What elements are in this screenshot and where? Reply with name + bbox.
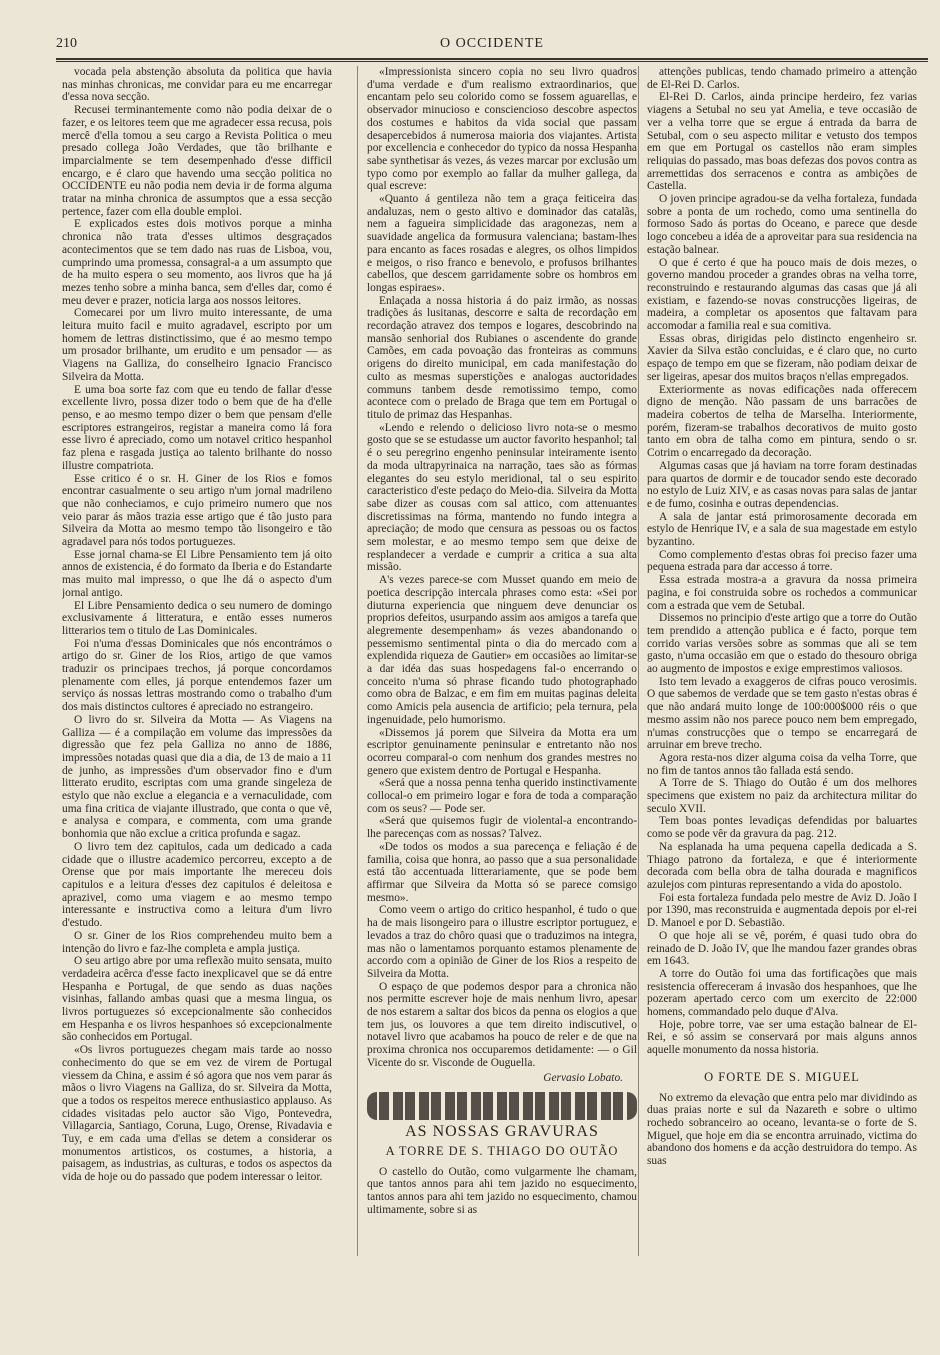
paragraph: «Será que quisemos fugir de violental-a encontrando-lhe parecenças com as nossas? Talvez.: [367, 815, 637, 841]
paragraph: «Será que a nossa penna tenha querido instinctivamente collocal-o em primeiro logar e fora de toda a comparação com os seus? — Pode ser.: [367, 777, 637, 815]
paragraph: vocada pela abstenção absoluta da politica que havia nas minhas chronicas, me convidar para eu me encarregar d'essa nova secção.: [62, 66, 332, 104]
paragraph: A torre do Outão foi uma das fortificações que mais resistencia offereceram á invasão dos hespanhoes, que lhe pozeram apertado cerco com um exercito de 22:000 homens, commandado pelo duque d'Alva.: [647, 967, 917, 1019]
paragraph: Foi esta fortaleza fundada pelo mestre de Aviz D. João I por 1390, mas reconstruida e augmentada depois por el-rei D. Manoel e por D. Sebastião.: [647, 891, 917, 930]
paragraph: «De todos os modos a sua parecença e feliação é de familia, coisa que honra, ao passo que a sua personalidade está tão accentuada litterariamente, que se pode bem affirmar que Silveira da Motta só se parece comsigo mesmo».: [367, 840, 637, 904]
running-title: O OCCIDENTE: [440, 36, 544, 51]
paragraph: O espaço de que podemos despor para a chronica não nos permitte escrever hoje de mais nenhum livro, apesar de nos estarem a saltar dos bicos da penna os elogios a que tem jus, os louvores a que tem direito indiscutivel, o notavel livro que acabamos ha pouco de reler e de que na proxima chronica nos occuparemos detidamente: — o Gil Vicente do sr. Visconde de Ouguella.: [367, 980, 637, 1069]
paragraph: Como complemento d'estas obras foi preciso fazer uma pequena estrada para dar accesso á torre.: [647, 548, 917, 574]
paragraph: Agora resta-nos dizer alguma coisa da velha Torre, que no fim de tantos annos tão fallada está sendo.: [647, 751, 917, 777]
article-title: A TORRE DE S. THIAGO DO OUTÃO: [385, 1143, 619, 1158]
paragraph: Dissemos no principio d'este artigo que a torre do Outão tem prendido a attenção publica e é facto, porque tem corrido varias versões sobre as sommas que ali se tem gasto, n'uma occasião em que o estado do thesouro obriga ao augmento de impostos e exige emprestimos valiosos.: [647, 612, 917, 676]
paragraph: Como veem o artigo do critico hespanhol, é tudo o que ha de mais lisongeiro para o illustre escriptor portuguez, e levados a traz do chôro quasi que o traduzimos na integra, mas não o lamentamos porquanto estamos plenamente de accordo com a opinião de Giner de los Rios a respeito de Silveira da Motta.: [367, 904, 637, 980]
paragraph: O castello do Outão, como vulgarmente lhe chamam, que tantos annos para ahi tem jazido no esquecimento, tantos annos para ahi tem jazido no esquecimento, chamou ultimamente, sobre si as: [367, 1165, 637, 1216]
paragraph: «Dissemos já porem que Silveira da Motta era um escriptor genuinamente peninsular e entretanto não nos ocorreu comparal-o com nenhum dos grandes mestres no genero que existem dentro de Portugal e Hespanha.: [367, 726, 637, 777]
paragraph: A sala de jantar está primorosamente decorada em estylo de Henrique IV, e a sala de sua magestade em estylo byzantino.: [647, 510, 917, 549]
paragraph: Recusei terminantemente como não podia deixar de o fazer, e os leitores teem que me agradecer essa recusa, pois mercê d'ella tomou a seu cargo a Revista Politica o meu presado collega João Verdades, que tão brilhante e imparcialmente se tem desempenhado d'esse difficil encargo, e é claro que havendo uma secção politica no OCCIDENTE eu não podia nem devia ir de forma alguma tratar na minha chronica de assumptos que a essa secção pertence, fazer com ella double emploi.: [62, 104, 332, 218]
paragraph: «Quanto á gentileza não tem a graça feiticeira das andaluzas, nem o gesto altivo e dominador das catalãs, nem a fagueira simplicidade das aragonezas, nem a suavidade angelica da formusura valenciana; bastam-lhes para encanto as faces rosadas e alegres, os olhos limpidos e meigos, o riso franco e benevolo, e profusos brilhantes cabellos, que descem garridamente sobre os hombros em longas espiraes».: [367, 193, 637, 294]
page-number: 210: [56, 36, 77, 51]
decorative-ornament: [367, 1092, 637, 1120]
paragraph: O que hoje ali se vê, porém, é quasi tudo obra do reinado de D. João IV, que lhe mandou fazer grandes obras em 1643.: [647, 929, 917, 968]
paragraph: El Libre Pensamiento dedica o seu numero de domingo exclusivamente á litteratura, e então esses numeros litterarios tem o titulo de Las Dominicales.: [62, 599, 332, 637]
paragraph: E explicados estes dois motivos porque a minha chronica não trata d'esses ultimos desgraçados acontecimentos que se tem dado nas ruas de Lisboa, vou, cumprindo uma promessa, consagral-a a um assumpto que de ha muito espera o seu momento, aos livros que ha já mezes tenho sobre a minha banca, sem d'elles dar, como é meu dever e prazer, noticia larga aos nossos leitores.: [62, 218, 332, 307]
paragraph: Esse critico é o sr. H. Giner de los Rios e fomos encontrar casualmente o seu artigo n'um jornal madrileno que não conheciamos, e cujo primeiro numero que nos veio parar ás mãos trazia esse artigo que é tão justo para Silveira da Motta ao mesmo tempo tão lisongeiro e tão agradavel para nós todos portuguezes.: [62, 472, 332, 549]
paragraph: O livro do sr. Silveira da Motta — As Viagens na Galliza — é a compilação em volume das impressões da digressão que fez pela Galliza no anno de 1886, impressões notadas quasi que dia a dia, de 13 de maio a 11 de junho, as impressões d'um observador fino e d'um litterato erudito, escriptas com uma grande singeleza de estylo que não exclue a elegancia e a vernaculidade, com uma fina critica de viajante illustrado, que conta o que vê, e analysa e compara, e commenta, com uma grande bonhomia que não exclue a critica profunda e sagaz.: [62, 713, 332, 841]
paragraph: Na esplanada ha uma pequena capella dedicada a S. Thiago patrono da fortaleza, e que é interiormente decorada com bella obra de talha dourada e magnificos azulejos com pinturas representando a vida do apostolo.: [647, 840, 917, 891]
paragraph: «Impressionista sincero copia no seu livro quadros d'uma verdade e d'um realismo extraordinarios, que encantam pelo seu colorido como se fossem aguarellas, e observador minucioso e consciencioso descobre aspectos dos costumes e habitos da vida social que passam desapercebidos á numerosa maioria dos viajantes. Artista por excellencia e conhecedor do typico da nossa Hespanha sabe synthetisar ás vezes, ás vezes marcar por exclusão um typo como por exemplo ao fallar da mulher gallega, da qual escreve:: [367, 66, 637, 193]
paragraph: O livro tem dez capitulos, cada um dedicado a cada cidade que o illustre academico percorreu, excepto a de Orense que por mais importante lhe mereceu dois capitulos e a leitura d'esses dez capitulos é deleitosa e aprazivel, como uma viagem e ao mesmo tempo interessante e instructiva como a leitura d'um livro d'estudo.: [62, 840, 332, 930]
paragraph: A's vezes parece-se com Musset quando em meio de poetica descripção intercala phrases como esta: «Sei por diuturna experiencia que ninguem deve denunciar os proprios defeitos, usurpando assim aos amigos a tarefa que alegremente desempenham» ás vezes abandonando o pessemismo sentimental pinta o dia do mercado com a explendida riqueza de Gautier» em occasiões ao limitar-se a dar idéa das suas hospedagens fal-o encerrando o conceito n'uma só phrase ficando tudo photographado como obra de Balzac, e em fim em muitas paginas deleita como Amicis pela ausencia de artificio; pela ternura, pela ingenuidade, pelo humorismo.: [367, 574, 637, 726]
paragraph: E uma boa sorte faz com que eu tendo de fallar d'esse excellente livro, possa dizer todo o bem que de ha d'elle penso, e ao mesmo tempo dizer o bem que pensam d'elle escriptores estrangeiros, registar a maneira como lá fora esse livro é apreciado, como um notavel critico hespanhol faz plena e rasgada justiça ao talento brilhante do nosso illustre compatriota.: [62, 383, 332, 472]
paragraph: O joven principe agradou-se da velha fortaleza, fundada sobre a ponta de um rochedo, como uma sentinella do formoso Sado ás portas do Oceano, e parece que desde logo concebeu a idéa de a aproveitar para sua residencia na estação balnear.: [647, 193, 917, 256]
column-separator: [638, 66, 639, 1256]
header-rule: [56, 58, 928, 60]
paragraph: Exteriormente as novas edificações nada offerecem digno de menção. Não passam de uns barracões de madeira cobertos de telha de Marselha. Interiormente, porém, fizeram-se trabalhos decorativos de muito gosto tanto em obra de talha como em pintura, sendo o sr. Cotrim o encarregado da decoração.: [647, 383, 917, 460]
paragraph: Comecarei por um livro muito interessante, de uma leitura muito facil e muito agradavel, escripto por um homem de lettras distinctissimo, que é ao mesmo tempo um prosador brilhante, um erudito e um pensador — as Viagens na Galliza, do conselheiro Ignacio Francisco Silveira da Motta.: [62, 307, 332, 383]
paragraph: Essa estrada mostra-a a gravura da nossa primeira pagina, e foi construida sobre os rochedos a communicar com a estrada que vem de Setubal.: [647, 574, 917, 612]
column-right: [647, 66, 917, 1306]
page-header: [56, 36, 928, 56]
column-left: [62, 66, 332, 1306]
paragraph: O que é certo é que ha pouco mais de dois mezes, o governo mandou proceder a grandes obras na velha torre, reconstruindo e restaurando algumas das casas que já ali existiam, e fazendo-se novas construcções ligeiras, de madeira, a completar os aposentos que faltavam para accomodar a familia real e sua comitiva.: [647, 256, 917, 333]
paragraph: «Os livros portuguezes chegam mais tarde ao nosso conhecimento do que se em vez de virem de Portugal viessem da China, e assim é só agora que nos vem parar ás mãos o livro Viagens na Galliza, do sr. Silveira da Motta, que a todos os respeitos merece enthusiastico applauso. As cidades visitadas pelo auctor são Vigo, Pontevedra, Villagarcia, Santiago, Coruna, Lugo, Orense, Rivadavia e Tuy, e em cada uma d'ellas se detem a considerar os monumentos artisticos, os costumes, a historia, a paisagem, as industrias, as culturas, e todos os aspectos da vida de hoje ou do passado que podem interessar o leitor.: [62, 1044, 332, 1184]
paragraph: A Torre de S. Thiago do Outão é um dos melhores specimens que existem no paiz da architectura militar do seculo XVII.: [647, 777, 917, 815]
paragraph: Tem boas pontes levadiças defendidas por baluartes como se pode vêr da gravura da pag. 212.: [647, 815, 917, 841]
paragraph: No extremo da elevação que entra pelo mar dividindo as duas praias norte e sul da Nazareth e sobre o ultimo rochedo sobranceiro ao oceano, levanta-se o forte de S. Miguel, que hoje em dia se encontra arruinado, victima do abandono dos homens e da acção destruidora do tempo. As suas: [647, 1091, 917, 1168]
paragraph: O seu artigo abre por uma reflexão muito sensata, muito verdadeira acêrca d'esse facto inexplicavel que se dá entre Hespanha e Portugal, de que sendo as duas nações visinhas, fallando ambas quasi que a mesma lingua, os livros portuguezes só excepcionalmente são conhecidos em Hespanha e os livros hespanhoes só excepcionalmente são conhecidos em Portugal.: [62, 955, 332, 1044]
paragraph: Foi n'uma d'essas Dominicales que nós encontrámos o artigo do sr. Giner de los Rios, artigo de que vamos traduzir os principaes trechos, já porque concordamos plenamente com elles, já porque entendemos fazer um serviço ás nossas lettras mostrando como o trabalho d'um dos mais distinctos cultores é apreciado no estrangeiro.: [62, 637, 332, 714]
paragraph: Hoje, pobre torre, vae ser uma estação balnear de El-Rei, e só assim se conservará por mais alguns annos aquelle monumento da nossa historia.: [647, 1018, 917, 1057]
paragraph: attenções publicas, tendo chamado primeiro a attenção de El-Rei D. Carlos.: [647, 66, 917, 91]
column-middle: [367, 66, 637, 1306]
section-title: AS NOSSAS GRAVURAS: [405, 1123, 599, 1141]
header-rule-thin: [56, 61, 928, 62]
paragraph: «Lendo e relendo o delicioso livro nota-se o mesmo gosto que se se estudasse um auctor favorito hespanhol; tal é o seu peregrino engenho peninsular inteiramente isento da moda ultrapyrinaica na narração, taes são as fórmas elegantes do seu estylo meridional, tal o seu espirito caracteristico d'este pedaço do Meio-dia. Silveira da Motta sabe dizer as cousas com sal attico, com attenuantes discretissimas na fórma, mantendo no fundo integra a apreciação; de modo que censura as pessoas ou os factos sem molestar, e ao mesmo tempo sem que deixe de resplandecer a verdade e cumprir a critica a sua alta missão.: [367, 421, 637, 574]
author-signature: Gervasio Lobato.: [543, 1071, 623, 1084]
paragraph: Essas obras, dirigidas pelo distincto engenheiro sr. Xavier da Silva estão concluidas, e é claro que, no curto espaço de tempo em que se fizeram, não podiam deixar de ser ligeiras, apesar dos muitos braços n'ellas empregados.: [647, 332, 917, 383]
column-separator: [357, 66, 358, 1256]
paragraph: El-Rei D. Carlos, ainda principe herdeiro, fez varias viagens a Setubal no seu yat Amelia, e teve occasião de ver a velha torre que se ergue á entrada da barra de Setubal, com o seu aspecto militar e vetusto dos tempos em que em Portugal os castellos não eram simples reliquias do passado, mas boas defezas dos povos contra as arremettidas dos serracenos e contra as ambições de Castella.: [647, 91, 917, 193]
paragraph: Enlaçada a nossa historia á do paiz irmão, as nossas tradições ás lusitanas, descorre e salta de recordação em recordação atravez dos tempos e logares, descobrindo na mansão senhorial dos Rubianes o ascendente do grande Camões, em cada povoação das fronteiras as communs origens do direito municipal, em cada manifestação do culto as mesmas superstições e analogas auctoridades communs tanbem desde remotissimo tempo, como acontece com o prelado de Braga que tem em Portugal o titulo de primaz das Hespanhas.: [367, 294, 637, 421]
paragraph: Esse jornal chama-se El Libre Pensamiento tem já oito annos de existencia, é do formato da Iberia e do Estandarte mas muito mal impresso, o que lhe dá o aspecto d'um jornal antigo.: [62, 548, 332, 599]
paragraph: Algumas casas que já haviam na torre foram destinadas para quartos de dormir e de toucador sendo este decorado no estylo de Luiz XIV, e as casas novas para salas de jantar e de fumo, cosinha e outras dependencias.: [647, 459, 917, 510]
paragraph: Isto tem levado a exaggeros de cifras pouco verosimis. O que sabemos de verdade que se tem gasto n'estas obras é que não andará muito longe de 100:000$000 réis o que mesmo assim não nos parece pouco nem bem empregado, n'umas construcções que o tempo se encarregará de arruinar em breve trecho.: [647, 675, 917, 752]
paragraph: O sr. Giner de los Rios comprehendeu muito bem a intenção do livro e faz-lhe completa e ampla justiça.: [62, 929, 332, 955]
article-title: O FORTE DE S. MIGUEL: [704, 1069, 860, 1084]
